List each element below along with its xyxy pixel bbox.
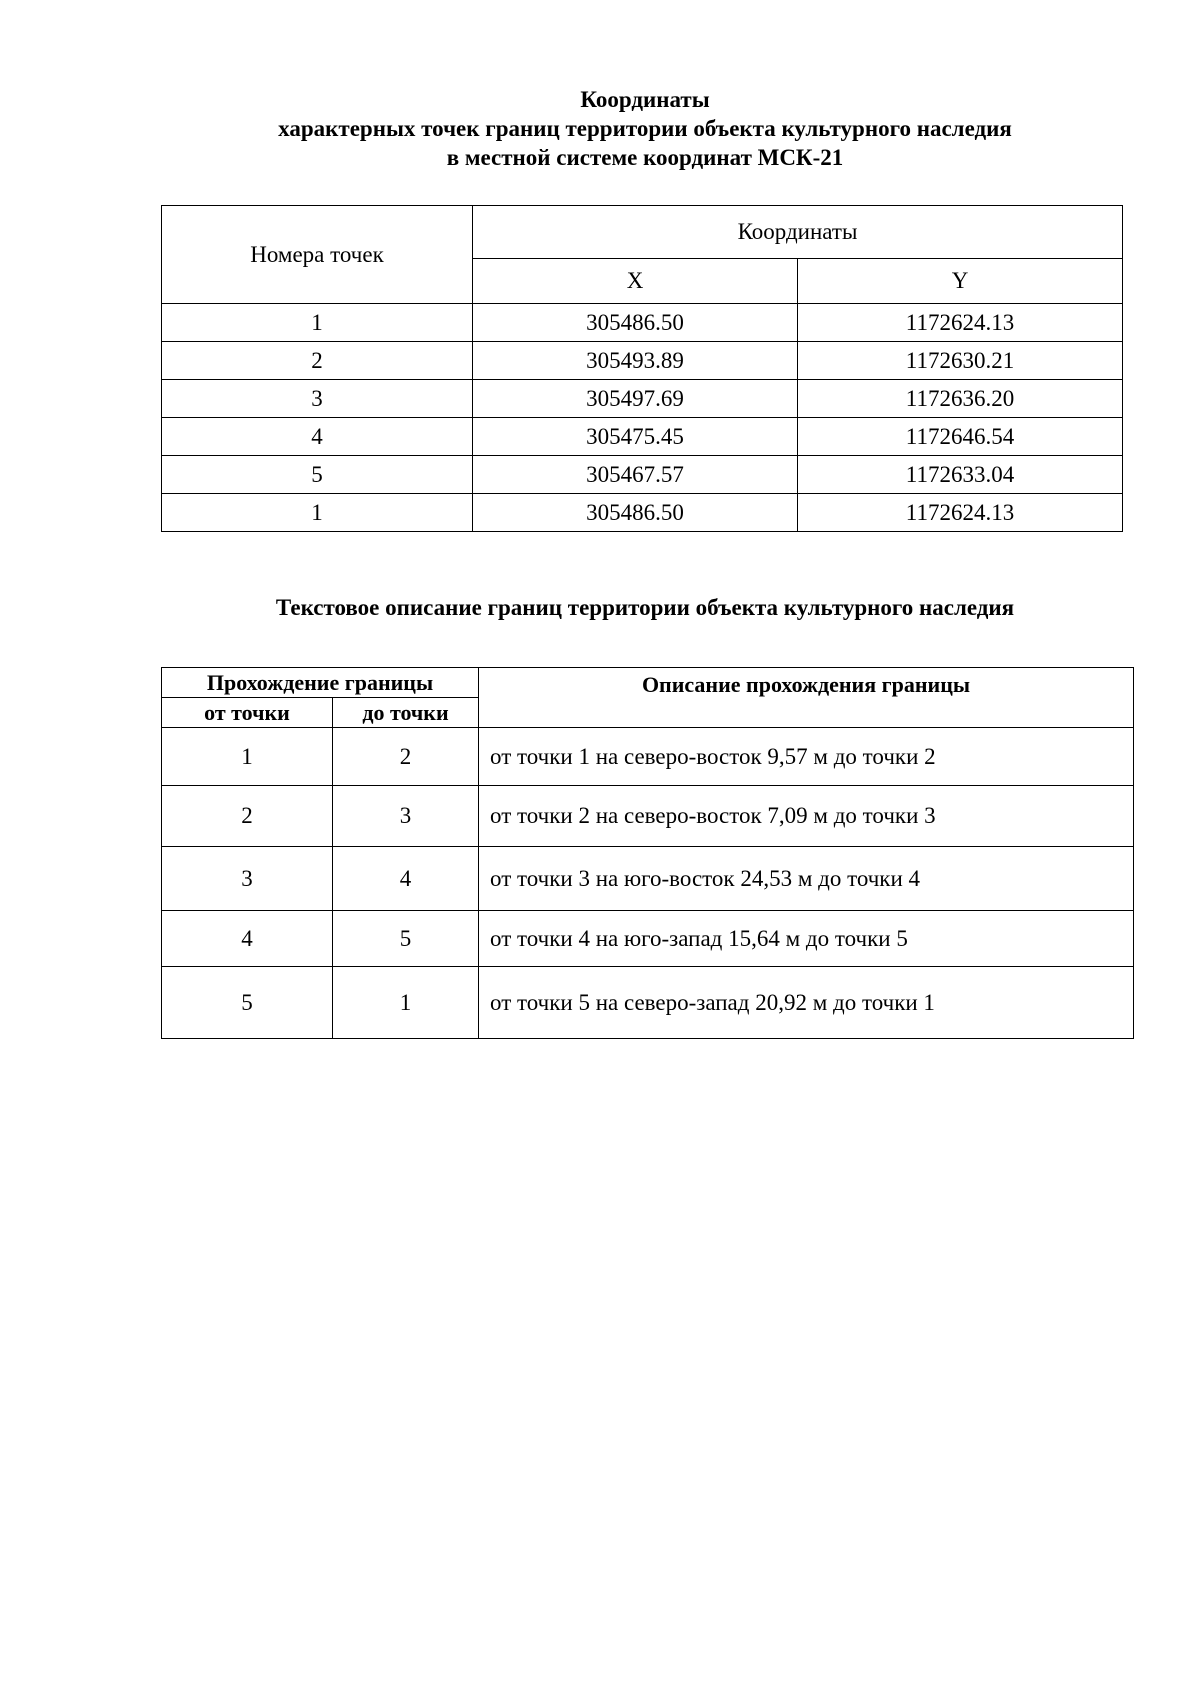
y-value: 1172646.54: [798, 418, 1123, 456]
y-header: Y: [798, 259, 1123, 304]
from-point: 2: [162, 786, 333, 847]
coords-header: Координаты: [473, 206, 1123, 259]
table-row: [162, 728, 1134, 786]
x-value: 305497.69: [473, 380, 798, 418]
x-value: 305467.57: [473, 456, 798, 494]
title-line-2: характерных точек границ территории объекта культурного наследия: [278, 116, 1012, 141]
point-number: 1: [162, 304, 473, 342]
to-point: 3: [333, 786, 479, 847]
x-value: 305475.45: [473, 418, 798, 456]
boundary-description: от точки 2 на северо-восток 7,09 м до точки 3: [479, 786, 1134, 847]
boundary-description: от точки 5 на северо-запад 20,92 м до точки 1: [479, 967, 1134, 1039]
boundary-description-table: [161, 667, 1134, 1039]
boundary-description: от точки 4 на юго-запад 15,64 м до точки 5: [479, 911, 1134, 967]
y-value: 1172624.13: [798, 304, 1123, 342]
section-heading: Текстовое описание границ территории объекта культурного наследия: [275, 595, 1015, 620]
to-point: 1: [333, 967, 479, 1039]
to-point: 5: [333, 911, 479, 967]
description-header: Описание прохождения границы: [479, 668, 1134, 728]
from-point-header: от точки: [162, 698, 333, 728]
x-value: 305493.89: [473, 342, 798, 380]
y-value: 1172624.13: [798, 494, 1123, 532]
table-row: [162, 380, 1123, 418]
boundary-description: от точки 1 на северо-восток 9,57 м до точки 2: [479, 728, 1134, 786]
point-number: 1: [162, 494, 473, 532]
y-value: 1172630.21: [798, 342, 1123, 380]
table-row: [162, 456, 1123, 494]
page-title: [0, 85, 1200, 172]
point-number: 3: [162, 380, 473, 418]
points-header: Номера точек: [162, 206, 473, 304]
title-line-3: в местной системе координат МСК-21: [446, 145, 844, 170]
y-value: 1172633.04: [798, 456, 1123, 494]
table-row: [162, 304, 1123, 342]
from-point: 3: [162, 847, 333, 911]
from-point: 1: [162, 728, 333, 786]
passage-header: Прохождение границы: [162, 668, 479, 698]
table-row: [162, 911, 1134, 967]
title-line-1: Координаты: [580, 87, 710, 112]
table-row: [162, 847, 1134, 911]
table-row: [162, 418, 1123, 456]
point-number: 5: [162, 456, 473, 494]
table-row: [162, 967, 1134, 1039]
point-number: 2: [162, 342, 473, 380]
x-value: 305486.50: [473, 304, 798, 342]
to-point: 4: [333, 847, 479, 911]
x-header: X: [473, 259, 798, 304]
table-row: [162, 786, 1134, 847]
coordinates-table: [161, 205, 1123, 532]
to-point-header: до точки: [333, 698, 479, 728]
table-row: [162, 494, 1123, 532]
y-value: 1172636.20: [798, 380, 1123, 418]
x-value: 305486.50: [473, 494, 798, 532]
point-number: 4: [162, 418, 473, 456]
from-point: 4: [162, 911, 333, 967]
from-point: 5: [162, 967, 333, 1039]
to-point: 2: [333, 728, 479, 786]
boundary-description: от точки 3 на юго-восток 24,53 м до точки 4: [479, 847, 1134, 911]
table-row: [162, 342, 1123, 380]
